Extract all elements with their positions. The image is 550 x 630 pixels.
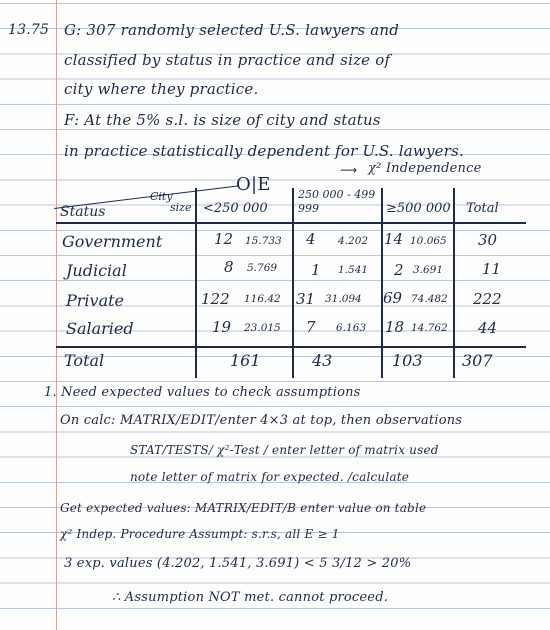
corner-city: City xyxy=(150,190,173,203)
col-header-4: Total xyxy=(466,201,499,216)
col-total: 43 xyxy=(312,351,333,370)
note-3: STAT/TESTS/ χ²-Test / enter letter of matrix used xyxy=(130,443,439,457)
note-8: ∴ Assumption NOT met. cannot proceed. xyxy=(112,590,389,605)
total-rule xyxy=(56,346,526,348)
total-row-label: Total xyxy=(64,351,105,370)
given-line-1: G: 307 randomly selected U.S. lawyers and xyxy=(64,21,400,39)
cell-obs: 122 xyxy=(201,290,230,308)
col-divider-2 xyxy=(292,188,294,378)
col-divider-3 xyxy=(381,188,383,378)
cell-exp: 10.065 xyxy=(410,235,447,247)
given-line-3: city where they practice. xyxy=(64,80,259,98)
note-4: note letter of matrix for expected. /calculate xyxy=(130,470,410,484)
cell-obs: 4 xyxy=(306,230,316,248)
row-total: 30 xyxy=(478,231,498,249)
col-total: 161 xyxy=(230,351,261,370)
cell-exp: 5.769 xyxy=(247,262,278,274)
cell-exp: 3.691 xyxy=(413,264,444,276)
row-total: 44 xyxy=(478,319,498,337)
col-divider-4 xyxy=(453,188,455,378)
cell-obs: 19 xyxy=(212,318,232,336)
test-note: χ² Independence xyxy=(368,161,482,176)
cell-exp: 14.762 xyxy=(411,322,448,334)
cell-exp: 1.541 xyxy=(338,264,369,276)
note-7: 3 exp. values (4.202, 1.541, 3.691) < 5 3/12 > 20% xyxy=(64,556,412,571)
col-divider-1 xyxy=(195,188,197,378)
cell-exp: 116.42 xyxy=(244,293,281,305)
cell-obs: 18 xyxy=(385,318,405,336)
row-total: 222 xyxy=(473,290,502,308)
row-label-private: Private xyxy=(66,291,125,310)
col-header-3: ≥500 000 xyxy=(386,201,451,216)
find-line-1: F: At the 5% s.l. is size of city and status xyxy=(64,111,381,129)
note-5: Get expected values: MATRIX/EDIT/B enter value on table xyxy=(60,501,427,515)
corner-status: Status xyxy=(60,204,106,220)
note-2: On calc: MATRIX/EDIT/enter 4×3 at top, then observations xyxy=(60,413,463,428)
cell-exp: 6.163 xyxy=(336,322,367,334)
note-6: χ² Indep. Procedure Assumpt: s.r.s, all E ≥ 1 xyxy=(60,527,340,541)
header-rule xyxy=(56,222,526,224)
cell-obs: 12 xyxy=(214,230,234,248)
cell-obs: 1 xyxy=(311,261,321,279)
col-header-2: 250 000 - 499 999 xyxy=(298,188,376,215)
row-label-government: Government xyxy=(62,232,163,251)
cell-obs: 2 xyxy=(394,261,404,279)
row-label-salaried: Salaried xyxy=(66,319,134,338)
cell-obs: 8 xyxy=(224,258,234,276)
cell-obs: 31 xyxy=(296,290,316,308)
find-line-2: in practice statistically dependent for U.S. lawyers. xyxy=(64,142,464,160)
cell-exp: 31.094 xyxy=(325,293,362,305)
oe-label: O|E xyxy=(236,174,271,195)
arrow-icon: ⟶ xyxy=(340,163,358,177)
row-label-judicial: Judicial xyxy=(66,261,127,280)
cell-obs: 7 xyxy=(306,318,316,336)
cell-exp: 15.733 xyxy=(245,235,282,247)
cell-exp: 74.482 xyxy=(411,293,448,305)
problem-number: 13.75 xyxy=(8,22,50,38)
cell-obs: 69 xyxy=(383,289,403,307)
margin-line xyxy=(56,0,57,630)
note-1: 1. Need expected values to check assumptions xyxy=(44,385,361,400)
corner-size: size xyxy=(170,201,192,214)
row-total: 11 xyxy=(482,260,502,278)
col-header-1: <250 000 xyxy=(203,201,268,216)
given-line-2: classified by status in practice and size of xyxy=(64,51,391,69)
cell-obs: 14 xyxy=(384,230,404,248)
cell-exp: 4.202 xyxy=(338,235,369,247)
grand-total: 307 xyxy=(462,351,493,370)
cell-exp: 23.015 xyxy=(244,322,281,334)
col-total: 103 xyxy=(392,351,423,370)
